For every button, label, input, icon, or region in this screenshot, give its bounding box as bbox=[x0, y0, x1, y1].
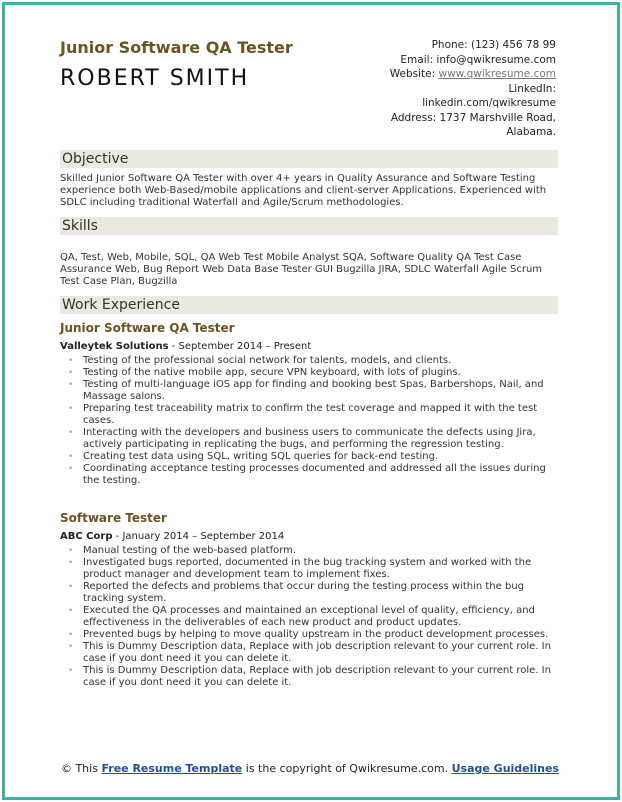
list-item: • Investigated bugs reported, documented in the bug tracking system and worked with the product manager and development team to implement fixes. bbox=[60, 557, 560, 581]
job-dates-1: - September 2014 – Present bbox=[168, 341, 312, 352]
list-item: • Creating test data using SQL, writing SQL queries for back-end testing. bbox=[60, 451, 560, 463]
job-title-2: Software Tester bbox=[60, 511, 167, 525]
company-name-2: ABC Corp bbox=[60, 531, 113, 542]
website-label: Website: bbox=[389, 68, 439, 80]
candidate-name: ROBERT SMITH bbox=[60, 66, 250, 91]
objective-heading: Objective bbox=[60, 150, 558, 168]
list-item: • This is Dummy Description data, Replace with job description relevant to your current role. In case if you dont need it you can delete it. bbox=[60, 641, 560, 665]
list-item: • Manual testing of the web-based platform. bbox=[60, 545, 560, 557]
list-item: • Testing of the native mobile app, secure VPN keyboard, with lots of plugins. bbox=[60, 367, 560, 379]
resume-page bbox=[60, 0, 560, 689]
contact-linkedin-url: linkedin.com/qwikresume bbox=[422, 97, 556, 109]
list-item: • This is Dummy Description data, Replace with job description relevant to your current role. In case if you dont need it you can delete it. bbox=[60, 665, 560, 689]
contact-website bbox=[326, 67, 556, 82]
list-item: • Executed the QA processes and maintained an exceptional level of quality, efficiency, and effectiveness in the deliverables of each new product and product updates. bbox=[60, 605, 560, 629]
experience-heading: Work Experience bbox=[60, 296, 558, 314]
contact-address-line1: Address: 1737 Marshville Road, bbox=[390, 111, 556, 124]
objective-text: Skilled Junior Software QA Tester with over 4+ years in Quality Assurance and Software Testing experience both Web-Based/mobile applications and client-server Applications. Experienced with SDLC including traditional Waterfall and Agile/Scrum methodologies. bbox=[60, 173, 547, 208]
footer-middle: is the copyright of Qwikresume.com. bbox=[242, 762, 452, 775]
copyright-footer bbox=[60, 762, 560, 775]
job-entry-1 bbox=[60, 321, 560, 487]
list-item: • Interacting with the developers and business users to communicate the defects using Jira, actively participating in replicating the bugs, and performing the regression testing. bbox=[60, 427, 560, 451]
job-company-line-2 bbox=[60, 530, 560, 543]
job-company-line-1 bbox=[60, 340, 560, 353]
skills-text: QA, Test, Web, Mobile, SQL, QA Web Test Mobile Analyst SQA, Software Quality QA Test Case Assurance Web, Bug Report Web Data Base Tester GUI Bugzilla JIRA, SDLC Waterfall Agile Scrum Test Case Plan, Bugzilla bbox=[60, 252, 543, 287]
job-bullets-2 bbox=[60, 545, 560, 689]
website-link[interactable]: www.qwikresume.com bbox=[438, 68, 556, 80]
contact-address-line2: Alabama. bbox=[506, 126, 556, 138]
free-resume-template-link[interactable]: Free Resume Template bbox=[101, 762, 243, 775]
resume-header bbox=[60, 0, 560, 140]
contact-block bbox=[326, 38, 556, 140]
header-job-title: Junior Software QA Tester bbox=[60, 38, 293, 57]
list-item: • Reported the defects and problems that occur during the testing process within the bug tracking system. bbox=[60, 581, 560, 605]
usage-guidelines-link[interactable]: Usage Guidelines bbox=[451, 762, 560, 775]
contact-email: Email: info@qwikresume.com bbox=[400, 53, 556, 66]
list-item: • Preparing test traceability matrix to confirm the test coverage and mapped it with the test cases. bbox=[60, 403, 560, 427]
company-name-1: Valleytek Solutions bbox=[60, 341, 169, 352]
skills-heading: Skills bbox=[60, 217, 558, 235]
list-item: • Testing of multi-language iOS app for finding and booking best Spas, Barbershops, Nail, and Massage salons. bbox=[60, 379, 560, 403]
footer-prefix: © This bbox=[60, 762, 102, 775]
list-item: • Prevented bugs by helping to move quality upstream in the product development processes. bbox=[60, 629, 560, 641]
job-title-1: Junior Software QA Tester bbox=[60, 321, 235, 335]
contact-linkedin-label: LinkedIn: bbox=[508, 82, 556, 95]
list-item: • Coordinating acceptance testing processes documented and addressed all the issues during the testing. bbox=[60, 463, 560, 487]
list-item: • Testing of the professional social network for talents, models, and clients. bbox=[60, 355, 560, 367]
job-bullets-1 bbox=[60, 355, 560, 487]
job-dates-2: - January 2014 – September 2014 bbox=[112, 531, 285, 542]
contact-phone: Phone: (123) 456 78 99 bbox=[431, 39, 556, 51]
job-entry-2 bbox=[60, 511, 560, 689]
